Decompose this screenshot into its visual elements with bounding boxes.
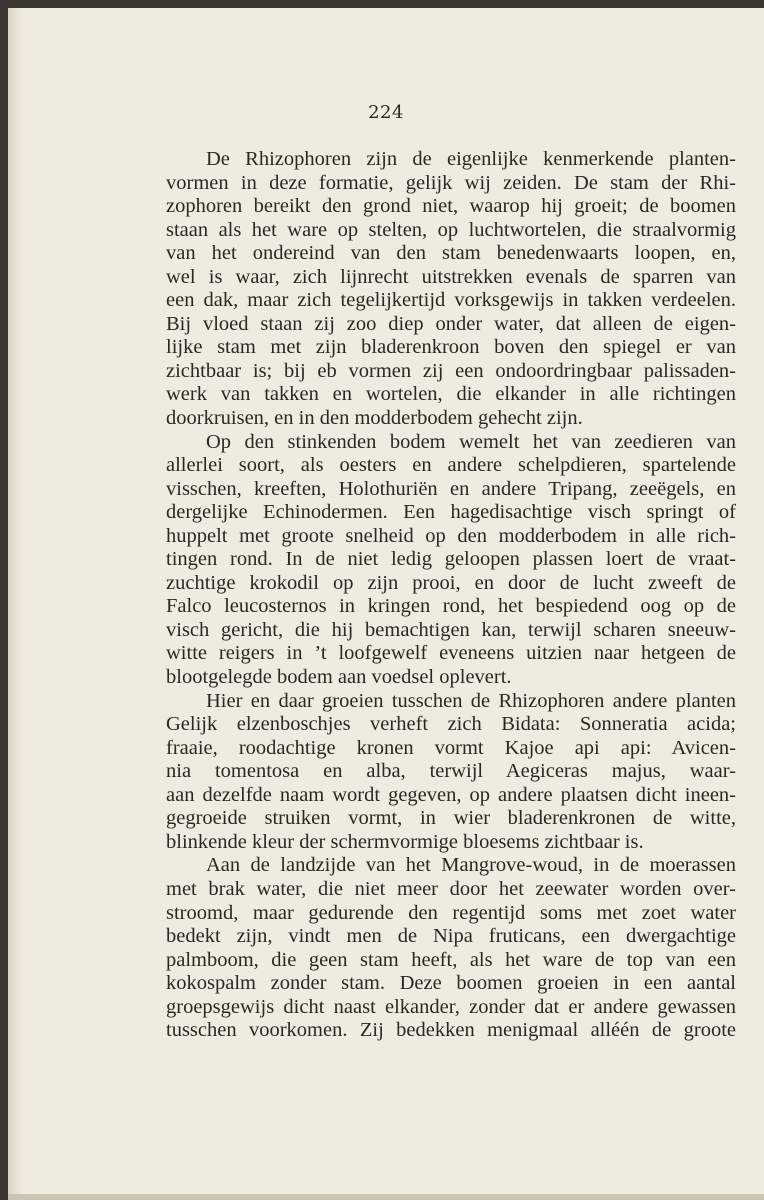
text-line: tingen rond. In de niet ledig geloopen plassen loert de vraat- xyxy=(166,548,736,571)
text-line: wel is waar, zich lijnrecht uitstrekken evenals de sparren van xyxy=(166,265,736,288)
body-text xyxy=(166,148,736,1043)
page-number: 224 xyxy=(368,102,404,123)
text-line: gegroeide struiken vormt, in wier bladerenkronen de witte, xyxy=(166,807,736,830)
text-line: fraaie, roodachtige kronen vormt Kajoe api api: Avicen- xyxy=(166,736,736,759)
text-line: van het ondereind van den stam benedenwaarts loopen, en, xyxy=(166,242,736,265)
text-line: blootgelegde bodem aan voedsel oplevert. xyxy=(166,666,512,689)
text-line: nia tomentosa en alba, terwijl Aegiceras majus, waar- xyxy=(166,760,736,783)
text-line: werk van takken en wortelen, die elkander in alle richtingen xyxy=(166,383,736,406)
book-page xyxy=(8,8,764,1200)
text-line: Falco leucosternos in kringen rond, het bespiedend oog op de xyxy=(166,595,736,618)
page-binding-shadow xyxy=(8,8,22,1200)
text-line: bedekt zijn, vindt men de Nipa fruticans, een dwergachtige xyxy=(166,925,736,948)
text-line: huppelt met groote snelheid op den modderbodem in alle rich- xyxy=(166,524,736,547)
text-line: Op den stinkenden bodem wemelt het van zeedieren van xyxy=(206,430,736,453)
text-line: allerlei soort, als oesters en andere schelpdieren, spartelende xyxy=(166,454,736,477)
text-line: groepsgewijs dicht naast elkander, zonder dat er andere gewassen xyxy=(166,995,736,1018)
text-line: met brak water, die niet meer door het zeewater worden over- xyxy=(166,877,736,900)
text-line: witte reigers in ’t loofgewelf eveneens uitzien naar hetgeen de xyxy=(166,642,736,665)
text-line: zichtbaar is; bij eb vormen zij een ondoordringbaar palissaden- xyxy=(166,359,736,382)
text-line: aan dezelfde naam wordt gegeven, op andere plaatsen dicht ineen- xyxy=(166,783,736,806)
text-line: Bij vloed staan zij zoo diep onder water, dat alleen de eigen- xyxy=(166,312,736,335)
text-line: palmboom, die geen stam heeft, als het ware de top van een xyxy=(166,948,736,971)
text-line: een dak, maar zich tegelijkertijd vorksgewijs in takken verdeelen. xyxy=(166,289,736,312)
text-line: zuchtige krokodil op zijn prooi, en door de lucht zweeft de xyxy=(166,571,736,594)
page-bottom-edge xyxy=(8,1194,764,1200)
text-line: staan als het ware op stelten, op luchtwortelen, die straalvormig xyxy=(166,218,736,241)
text-line: visch gericht, die hij bemachtigen kan, terwijl scharen sneeuw- xyxy=(166,618,736,641)
text-line: Gelijk elzenboschjes verheft zich Bidata: Sonneratia acida; xyxy=(166,713,736,736)
text-line: dergelijke Echinodermen. Een hagedisachtige visch springt of xyxy=(166,501,736,524)
text-line: Aan de landzijde van het Mangrove-woud, in de moerassen xyxy=(206,854,736,877)
text-line: zophoren bereikt den grond niet, waarop hij groeit; de boomen xyxy=(166,195,736,218)
text-line: Hier en daar groeien tusschen de Rhizophoren andere planten xyxy=(206,689,736,712)
text-line: stroomd, maar gedurende den regentijd soms met zoet water xyxy=(166,901,736,924)
text-line: lijke stam met zijn bladerenkroon boven den spiegel er van xyxy=(166,336,736,359)
text-line: kokospalm zonder stam. Deze boomen groeien in een aantal xyxy=(166,972,736,995)
text-line: blinkende kleur der schermvormige bloesems zichtbaar is. xyxy=(166,830,644,853)
text-line: De Rhizophoren zijn de eigenlijke kenmerkende planten- xyxy=(206,148,736,170)
text-line: tusschen voorkomen. Zij bedekken menigmaal alléén de groote xyxy=(166,1019,736,1042)
text-line: doorkruisen, en in den modderbodem gehecht zijn. xyxy=(166,407,583,430)
text-line: visschen, kreeften, Holothuriën en andere Tripang, zeeëgels, en xyxy=(166,477,736,500)
text-line: vormen in deze formatie, gelijk wij zeiden. De stam der Rhi- xyxy=(166,171,736,194)
